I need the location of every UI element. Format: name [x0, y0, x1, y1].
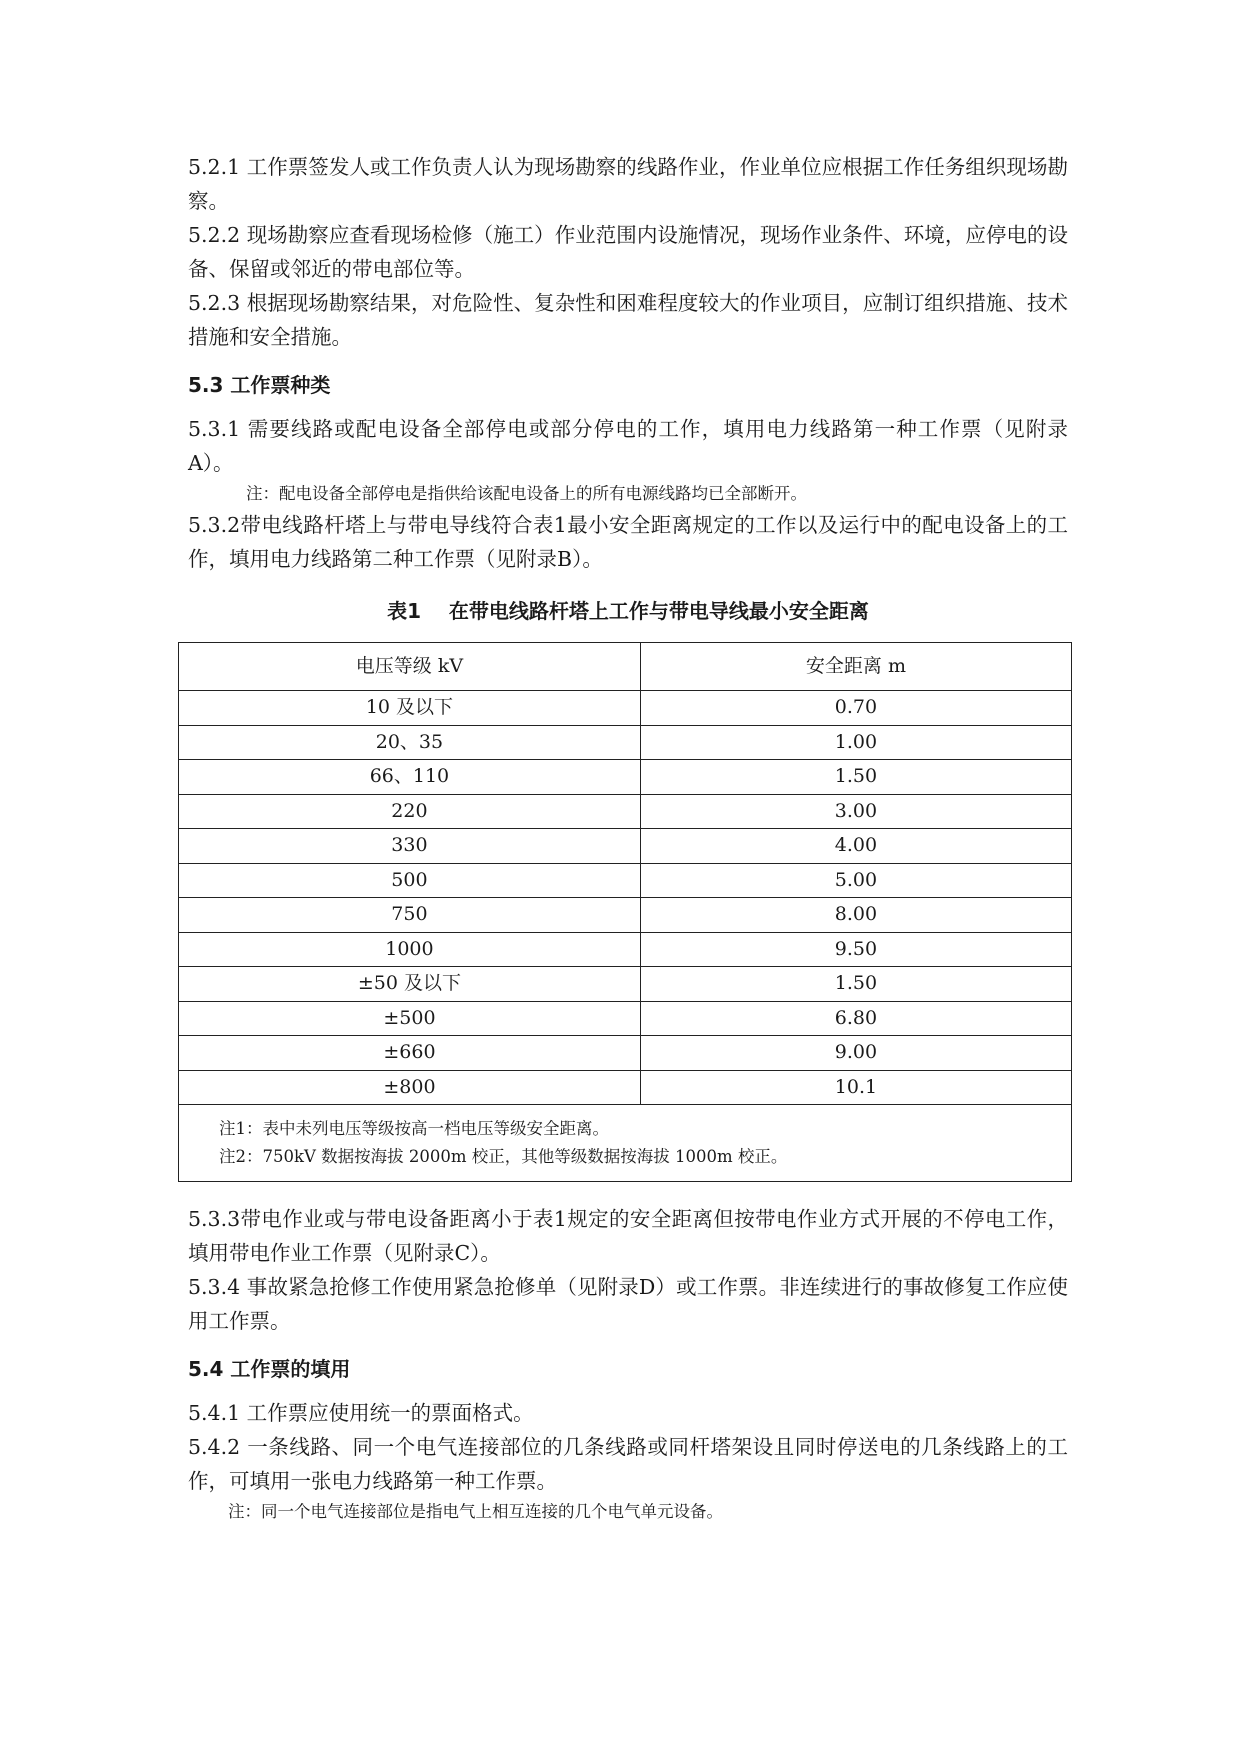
clause-5-3-1: 5.3.1 需要线路或配电设备全部停电或部分停电的工作，填用电力线路第一种工作票（见附录A）。 — [188, 417, 1068, 475]
clause-5-2-2: 5.2.2 现场勘察应查看现场检修（施工）作业范围内设施情况，现场作业条件、环境，应停电的设备、保留或邻近的带电部位等。 — [188, 223, 1068, 281]
table-row — [179, 760, 1072, 795]
clause-5-4-2-note: 注：同一个电气连接部位是指电气上相互连接的几个电气单元设备。 — [228, 1502, 723, 1521]
section-heading-5-3: 5.3 工作票种类 — [188, 373, 331, 397]
distance-cell: 9.00 — [640, 1036, 1071, 1071]
header-voltage: 电压等级 kV — [179, 643, 641, 691]
table-row — [179, 794, 1072, 829]
clause-5-2-3: 5.2.3 根据现场勘察结果，对危险性、复杂性和困难程度较大的作业项目，应制订组织措施、技术措施和安全措施。 — [188, 291, 1068, 349]
distance-cell: 4.00 — [640, 829, 1071, 864]
voltage-cell: 10 及以下 — [179, 691, 641, 726]
clause-5-3-4: 5.3.4 事故紧急抢修工作使用紧急抢修单（见附录D）或工作票。非连续进行的事故修复工作应使用工作票。 — [188, 1275, 1068, 1333]
distance-cell: 0.70 — [640, 691, 1071, 726]
distance-cell: 1.50 — [640, 967, 1071, 1002]
table-note-2: 注2：750kV 数据按海拔 2000m 校正，其他等级数据按海拔 1000m 校正。 — [219, 1147, 788, 1166]
voltage-cell: 330 — [179, 829, 641, 864]
table-row — [179, 829, 1072, 864]
voltage-cell: ±500 — [179, 1001, 641, 1036]
document-page — [188, 150, 1068, 1526]
table-row — [179, 691, 1072, 726]
voltage-cell: 1000 — [179, 932, 641, 967]
section-heading-5-4: 5.4 工作票的填用 — [188, 1357, 351, 1381]
clause-5-4-2: 5.4.2 一条线路、同一个电气连接部位的几条线路或同杆塔架设且同时停送电的几条线路上的工作，可填用一张电力线路第一种工作票。 — [188, 1435, 1068, 1493]
table-notes-cell — [179, 1105, 1072, 1182]
clause-5-3-2: 5.3.2带电线路杆塔上与带电导线符合表1最小安全距离规定的工作以及运行中的配电设备上的工作，填用电力线路第二种工作票（见附录B）。 — [188, 513, 1068, 571]
distance-cell: 5.00 — [640, 863, 1071, 898]
table-row — [179, 898, 1072, 933]
voltage-cell: ±50 及以下 — [179, 967, 641, 1002]
voltage-cell: 220 — [179, 794, 641, 829]
voltage-cell: ±660 — [179, 1036, 641, 1071]
distance-cell: 9.50 — [640, 932, 1071, 967]
voltage-cell: 66、110 — [179, 760, 641, 795]
table-title: 表1 在带电线路杆塔上工作与带电导线最小安全距离 — [387, 599, 869, 623]
table-row — [179, 1036, 1072, 1071]
clause-5-2-1: 5.2.1 工作票签发人或工作负责人认为现场勘察的线路作业，作业单位应根据工作任务组织现场勘察。 — [188, 155, 1068, 213]
table-note-1: 注1：表中未列电压等级按高一档电压等级安全距离。 — [219, 1119, 609, 1138]
table-row — [179, 1001, 1072, 1036]
distance-cell: 10.1 — [640, 1070, 1071, 1105]
clause-5-3-1-note: 注：配电设备全部停电是指供给该配电设备上的所有电源线路均已全部断开。 — [246, 484, 807, 503]
distance-cell: 6.80 — [640, 1001, 1071, 1036]
voltage-cell: 500 — [179, 863, 641, 898]
table-row — [179, 725, 1072, 760]
table-header-row — [179, 643, 1072, 691]
distance-cell: 8.00 — [640, 898, 1071, 933]
table-row — [179, 932, 1072, 967]
clause-5-3-3: 5.3.3带电作业或与带电设备距离小于表1规定的安全距离但按带电作业方式开展的不停电工作，填用带电作业工作票（见附录C）。 — [188, 1207, 1068, 1265]
table-row — [179, 863, 1072, 898]
voltage-cell: 20、35 — [179, 725, 641, 760]
header-distance: 安全距离 m — [640, 643, 1071, 691]
distance-cell: 1.50 — [640, 760, 1071, 795]
after-table-section — [188, 1202, 1068, 1526]
distance-cell: 3.00 — [640, 794, 1071, 829]
clause-5-4-1: 5.4.1 工作票应使用统一的票面格式。 — [188, 1401, 534, 1425]
voltage-cell: 750 — [179, 898, 641, 933]
voltage-cell: ±800 — [179, 1070, 641, 1105]
table-row — [179, 967, 1072, 1002]
safety-distance-table — [178, 642, 1072, 1182]
table-notes-row — [179, 1105, 1072, 1182]
table-row — [179, 1070, 1072, 1105]
distance-cell: 1.00 — [640, 725, 1071, 760]
